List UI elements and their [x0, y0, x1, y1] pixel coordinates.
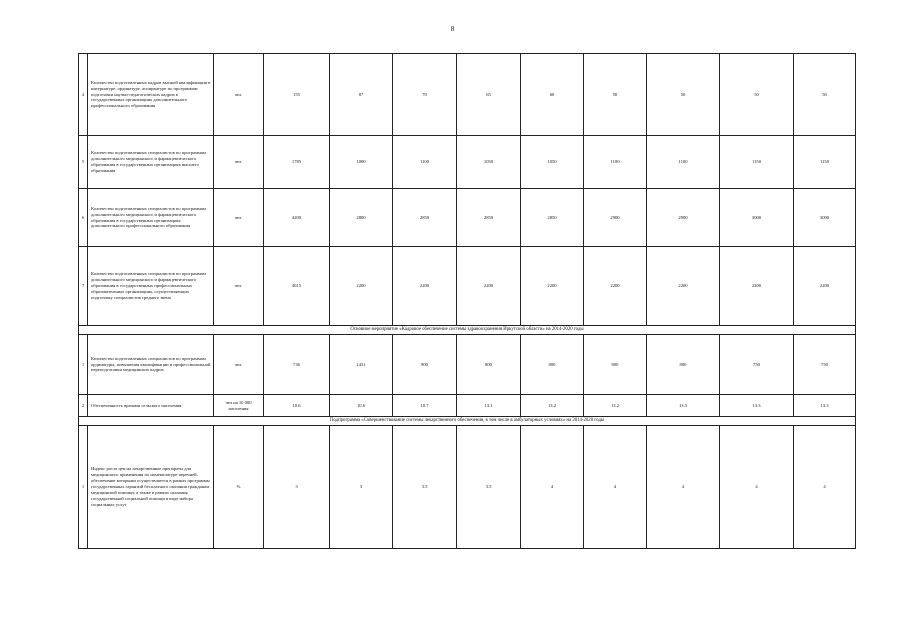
value-cell: 4	[794, 426, 856, 549]
value-cell: 13.3	[647, 395, 720, 417]
value-cell: 2800	[330, 189, 393, 247]
value-cell: 10.7	[393, 395, 457, 417]
value-cell: 4	[720, 426, 794, 549]
indicator-name: Обеспеченность врачами сельского населения	[88, 395, 214, 417]
value-cell: 1785	[264, 136, 330, 189]
value-cell: 736	[264, 335, 330, 395]
value-cell: 4	[647, 426, 720, 549]
value-cell: 50	[584, 54, 647, 136]
value-cell: 2850	[521, 189, 584, 247]
value-cell: 4200	[264, 189, 330, 247]
value-cell: 1000	[330, 136, 393, 189]
row-number: 1	[79, 335, 88, 395]
indicator-name: Количество подготовленных кадров высшей квалификации в интернатуре, ординатуре, аспирантуре по программам подготовки научно-педагогических кадров в государственных организациях дополнительного профессионального образования	[88, 54, 214, 136]
indicator-name: Индекс роста цен на лекарственные препараты для медицинского применения по номенклатуре перечней, обеспечение которыми осуществляется в рамках программы государственных гарантий бесплатного оказания гражданам медицинской помощи, а также в рамках оказания государственной социальной помощи в виде набора социальных услуг	[88, 426, 214, 549]
row-number: 4	[79, 54, 88, 136]
value-cell: 1050	[521, 136, 584, 189]
value-cell: 1150	[794, 136, 856, 189]
value-cell: 4615	[264, 247, 330, 326]
value-cell: 750	[794, 335, 856, 395]
value-cell: 13.3	[720, 395, 794, 417]
indicators-table	[78, 53, 856, 549]
value-cell: 1150	[720, 136, 794, 189]
table-row	[79, 335, 856, 395]
value-cell: 750	[720, 335, 794, 395]
unit-cell: чел.	[214, 247, 264, 326]
value-cell: 50	[647, 54, 720, 136]
value-cell: 2200	[393, 247, 457, 326]
value-cell: 900	[393, 335, 457, 395]
value-cell: 10.6	[264, 395, 330, 417]
value-cell: 800	[521, 335, 584, 395]
row-number: 6	[79, 189, 88, 247]
value-cell: 1431	[330, 335, 393, 395]
value-cell: 50	[794, 54, 856, 136]
value-cell: 13.1	[457, 395, 521, 417]
value-cell: 2200	[794, 247, 856, 326]
section-header-row	[79, 417, 856, 426]
table-row	[79, 54, 856, 136]
value-cell: 1100	[584, 136, 647, 189]
value-cell: 3000	[794, 189, 856, 247]
unit-cell: чел.	[214, 54, 264, 136]
value-cell: 800	[584, 335, 647, 395]
value-cell: 50	[720, 54, 794, 136]
value-cell: 13.2	[584, 395, 647, 417]
value-cell: 13.3	[794, 395, 856, 417]
unit-cell: %	[214, 426, 264, 549]
table-row	[79, 426, 856, 549]
value-cell: 3	[330, 426, 393, 549]
unit-cell: чел.	[214, 189, 264, 247]
row-number: 1	[79, 426, 88, 549]
unit-cell: чел.	[214, 335, 264, 395]
row-number: 2	[79, 395, 88, 417]
table-row	[79, 189, 856, 247]
row-number: 7	[79, 247, 88, 326]
page-number: 8	[450, 25, 455, 33]
section-header-row	[79, 326, 856, 335]
value-cell: 70	[393, 54, 457, 136]
value-cell: 3.5	[457, 426, 521, 549]
value-cell: 2850	[457, 189, 521, 247]
value-cell: 3	[264, 426, 330, 549]
value-cell: 2900	[647, 189, 720, 247]
value-cell: 13.2	[521, 395, 584, 417]
value-cell: 800	[457, 335, 521, 395]
row-number: 5	[79, 136, 88, 189]
indicator-name: Количество подготовленных специалистов по программам дополнительного медицинского и фармацевтического образования в государственных организациях высшего образования	[88, 136, 214, 189]
value-cell: 60	[521, 54, 584, 136]
value-cell: 1050	[457, 136, 521, 189]
value-cell: 800	[647, 335, 720, 395]
table-row	[79, 247, 856, 326]
value-cell: 87	[330, 54, 393, 136]
value-cell: 2200	[330, 247, 393, 326]
table-row	[79, 136, 856, 189]
value-cell: 2200	[720, 247, 794, 326]
value-cell: 65	[457, 54, 521, 136]
indicator-name: Количество подготовленных специалистов по программам ординатуры, повышения квалификации и профессиональной переподготовки медицинских кадров	[88, 335, 214, 395]
value-cell: 3.5	[393, 426, 457, 549]
table-row	[79, 395, 856, 417]
unit-cell: чел.	[214, 136, 264, 189]
indicator-name: Количество подготовленных специалистов по программам дополнительного медицинского и фармацевтического образования в государственных профессиональных образовательных организациях, осуществляющих подготовку специалистов среднего звена	[88, 247, 214, 326]
value-cell: 155	[264, 54, 330, 136]
value-cell: 1100	[647, 136, 720, 189]
value-cell: 2200	[584, 247, 647, 326]
section-header: Подпрограмма «Совершенствование системы лекарственного обеспечения, в том числе в амбулаторных условиях» на 2014-2020 годы	[79, 417, 856, 426]
value-cell: 2900	[584, 189, 647, 247]
value-cell: 2200	[647, 247, 720, 326]
value-cell: 1100	[393, 136, 457, 189]
unit-cell: чел на 10 000 населения	[214, 395, 264, 417]
value-cell: 3000	[720, 189, 794, 247]
section-header: Основное мероприятие «Кадровое обеспечение системы здравоохранения Иркутской области» на 2014-2020 годы	[79, 326, 856, 335]
value-cell: 2200	[521, 247, 584, 326]
value-cell: 2850	[393, 189, 457, 247]
indicator-name: Количество подготовленных специалистов по программам дополнительного медицинского и фармацевтического образования в государственных организациях дополнительного профессионального образования	[88, 189, 214, 247]
value-cell: 10.6	[330, 395, 393, 417]
value-cell: 4	[584, 426, 647, 549]
value-cell: 2200	[457, 247, 521, 326]
value-cell: 4	[521, 426, 584, 549]
